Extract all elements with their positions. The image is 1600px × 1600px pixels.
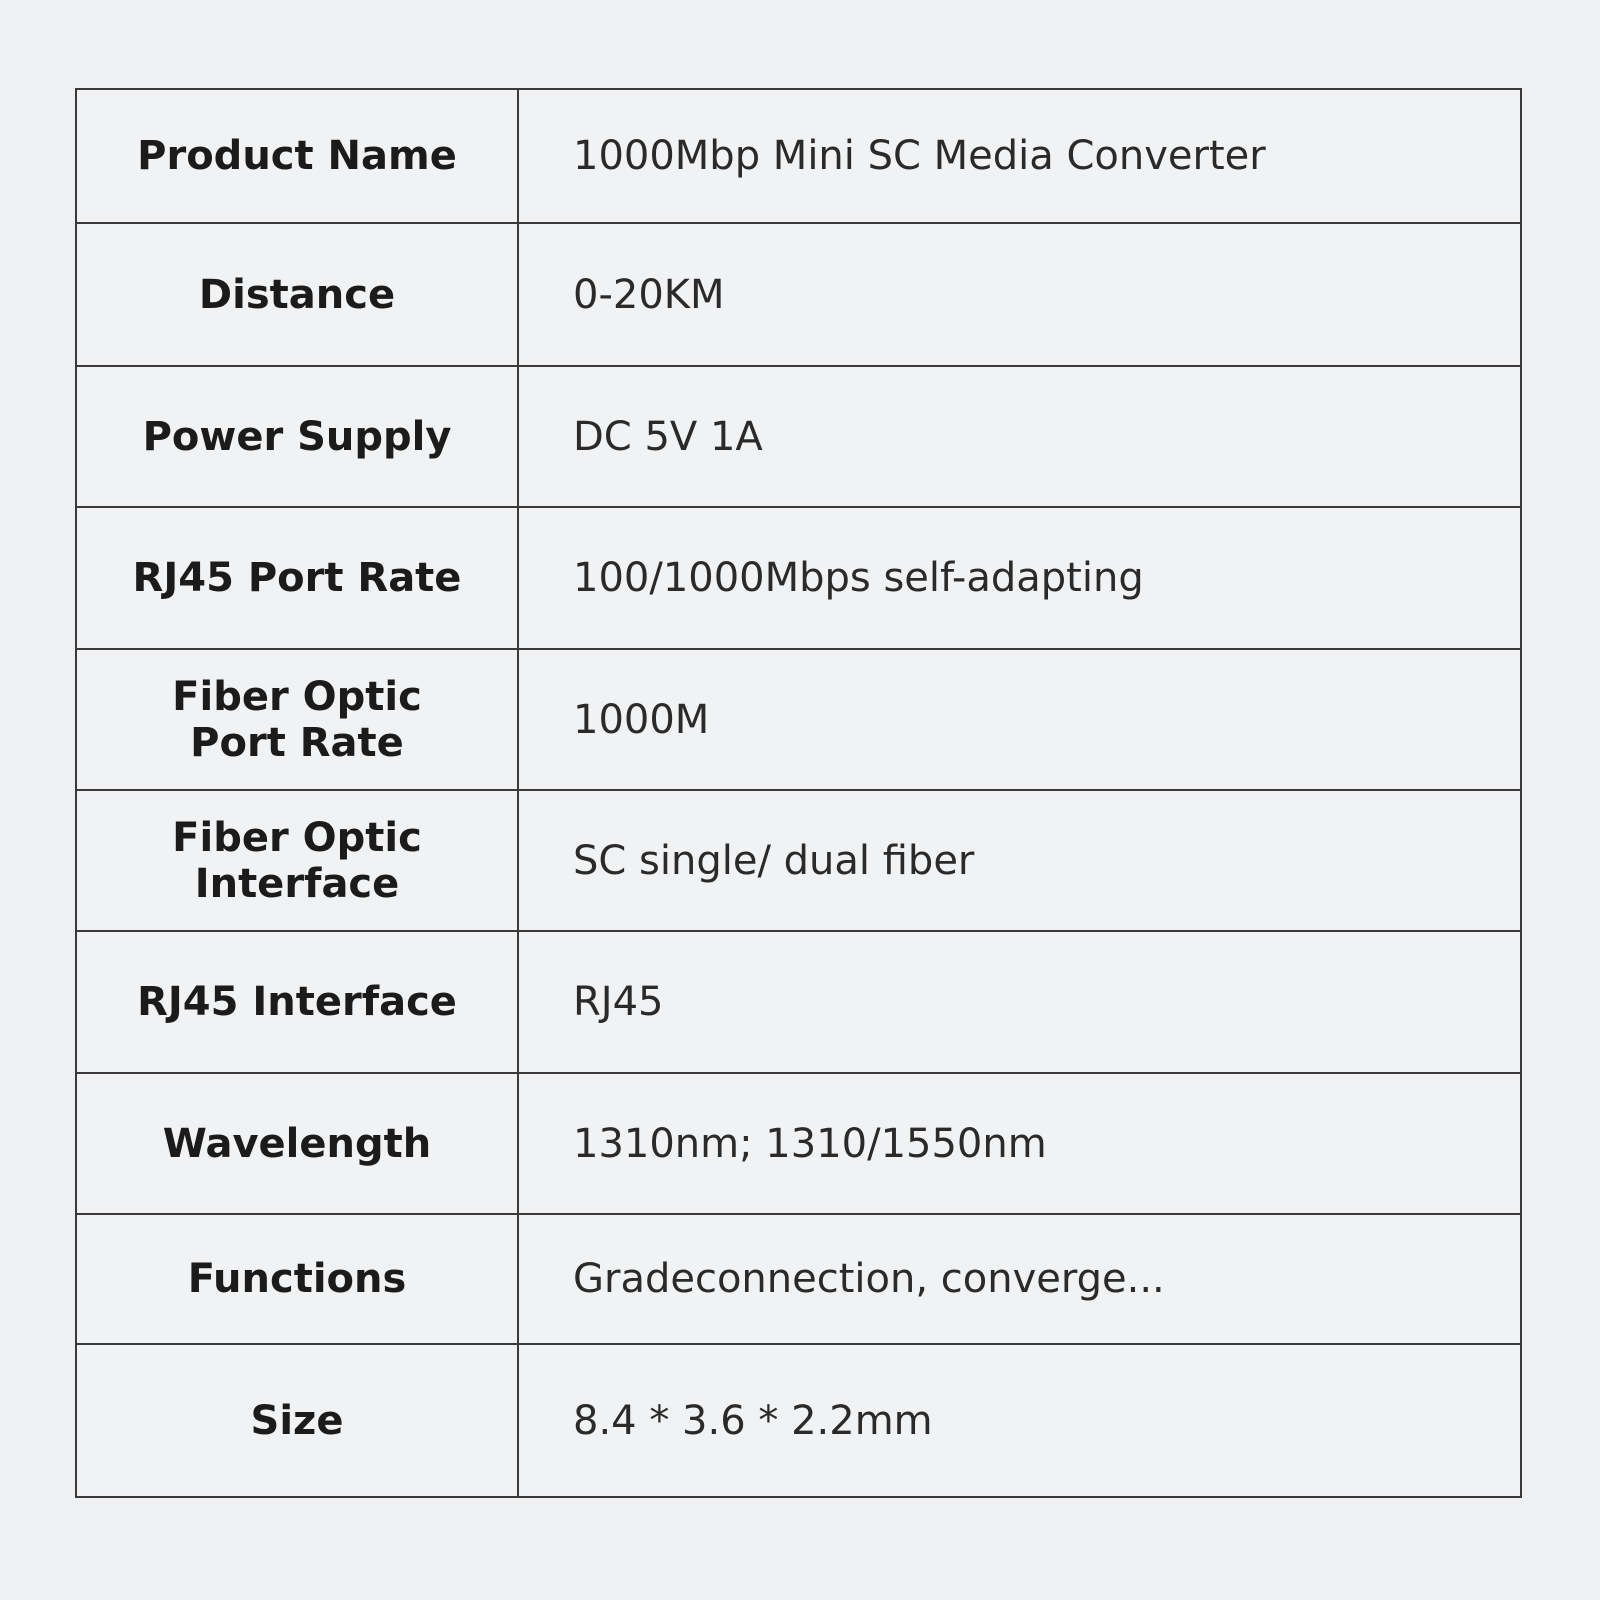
spec-label: Fiber Optic Port Rate <box>172 673 422 766</box>
spec-value: 0-20KM <box>573 271 725 318</box>
spec-label-cell <box>76 931 518 1073</box>
spec-label-cell <box>76 507 518 649</box>
spec-value-cell <box>518 507 1521 649</box>
spec-label: RJ45 Interface <box>137 979 457 1025</box>
spec-value: 100/1000Mbps self-adapting <box>573 555 1144 601</box>
spec-label-cell <box>76 223 518 366</box>
spec-label: RJ45 Port Rate <box>132 555 462 601</box>
table-row <box>76 1214 1521 1344</box>
spec-value: 1000M <box>573 696 710 743</box>
spec-label-cell <box>76 1214 518 1344</box>
table-row <box>76 1344 1521 1497</box>
spec-value-cell <box>518 223 1521 366</box>
spec-label-cell <box>76 790 518 931</box>
spec-label: Distance <box>198 271 396 318</box>
spec-value: 1000Mbp Mini SC Media Converter <box>573 133 1266 179</box>
spec-label-cell <box>76 1344 518 1497</box>
spec-label: Size <box>250 1397 344 1444</box>
spec-value-cell <box>518 1073 1521 1214</box>
spec-value: SC single/ dual fiber <box>573 837 975 884</box>
spec-label-cell <box>76 1073 518 1214</box>
table-row <box>76 931 1521 1073</box>
spec-table <box>75 88 1522 1498</box>
spec-value-cell <box>518 1344 1521 1497</box>
spec-label-cell <box>76 366 518 507</box>
table-row <box>76 790 1521 931</box>
spec-value-cell <box>518 366 1521 507</box>
spec-label: Functions <box>187 1256 407 1302</box>
table-row <box>76 507 1521 649</box>
spec-label: Wavelength <box>162 1120 432 1167</box>
spec-value-cell <box>518 790 1521 931</box>
spec-value: 8.4 * 3.6 * 2.2mm <box>573 1397 933 1444</box>
spec-value-cell <box>518 1214 1521 1344</box>
spec-label: Product Name <box>137 133 457 179</box>
spec-value: 1310nm; 1310/1550nm <box>573 1120 1047 1167</box>
spec-value: Gradeconnection, converge... <box>573 1256 1165 1302</box>
table-row <box>76 366 1521 507</box>
spec-value-cell <box>518 931 1521 1073</box>
table-row <box>76 89 1521 223</box>
spec-value: RJ45 <box>573 979 664 1025</box>
spec-value-cell <box>518 649 1521 790</box>
spec-label: Power Supply <box>142 413 452 460</box>
table-row <box>76 1073 1521 1214</box>
table-row <box>76 223 1521 366</box>
table-row <box>76 649 1521 790</box>
spec-label-cell <box>76 89 518 223</box>
spec-value-cell <box>518 89 1521 223</box>
spec-label-cell <box>76 649 518 790</box>
spec-label: Fiber Optic Interface <box>172 814 422 907</box>
spec-value: DC 5V 1A <box>573 413 763 460</box>
